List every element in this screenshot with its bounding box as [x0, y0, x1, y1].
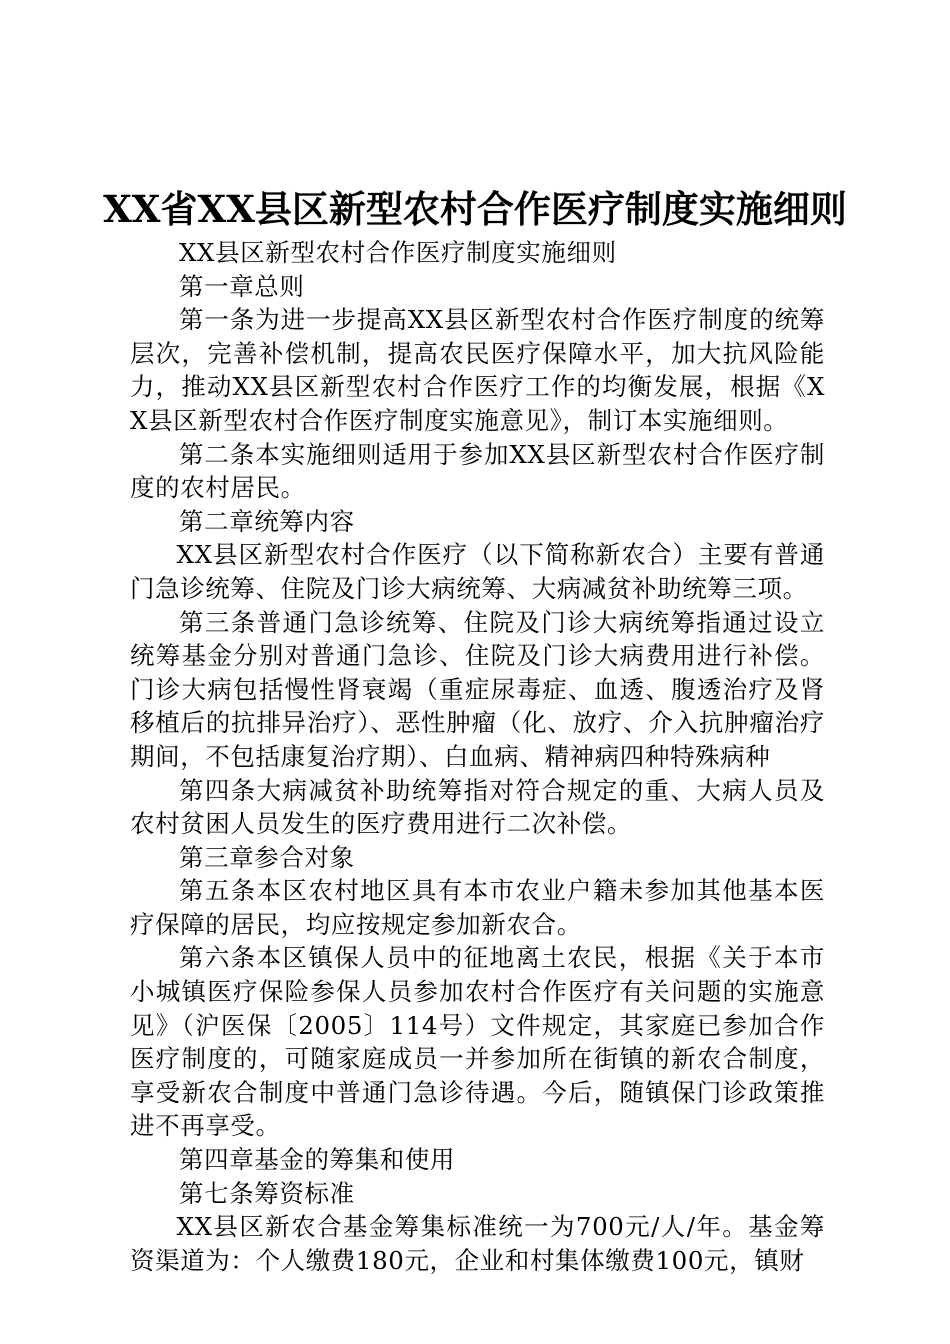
article-1: 第一条为进一步提高XX县区新型农村合作医疗制度的统筹层次，完善补偿机制，提高农民医疗保障水平，加大抗风险能力，推动XX县区新型农村合作医疗工作的均衡发展，根据《XX县区新型农村合作医疗制度实施意见》，制订本实施细则。 [130, 305, 825, 435]
chapter-heading-4: 第四章基金的筹集和使用 [179, 1145, 456, 1175]
paragraph-funding: XX县区新农合基金筹集标准统一为700元/人/年。基金筹资渠道为：个人缴费180元，企业和村集体缴费100元，镇财 [130, 1212, 825, 1275]
paragraph-subtitle: XX县区新型农村合作医疗制度实施细则 [179, 238, 617, 267]
article-7: 第七条筹资标准 [179, 1178, 355, 1208]
article-3: 第三条普通门急诊统筹、住院及门诊大病统筹指通过设立统筹基金分别对普通门急诊、住院及门诊大病费用进行补偿。门诊大病包括慢性肾衰竭（重症尿毒症、血透、腹透治疗及肾移植后的抗排异治疗）、恶性肿瘤（化、放疗、介入抗肿瘤治疗期间，不包括康复治疗期）、白血病、精神病四种特殊病种 [130, 607, 825, 771]
article-6: 第六条本区镇保人员中的征地离土农民，根据《关于本市小城镇医疗保险参保人员参加农村合作医疗有关问题的实施意见》（沪医保〔2005〕114号）文件规定，其家庭已参加合作医疗制度的，可随家庭成员一并参加所在街镇的新农合制度，享受新农合制度中普通门急诊待遇。今后，随镇保门诊政策推进不再享受。 [130, 943, 825, 1141]
paragraph-scope: XX县区新型农村合作医疗（以下简称新农合）主要有普通门急诊统筹、住院及门诊大病统筹、大病减贫补助统筹三项。 [130, 540, 825, 603]
article-2: 第二条本实施细则适用于参加XX县区新型农村合作医疗制度的农村居民。 [130, 439, 825, 503]
chapter-heading-2: 第二章统筹内容 [179, 506, 355, 536]
chapter-heading-3: 第三章参合对象 [179, 842, 355, 872]
chapter-heading-1: 第一章总则 [179, 271, 305, 301]
article-5: 第五条本区农村地区具有本市农业户籍未参加其他基本医疗保障的居民，均应按规定参加新农合。 [130, 876, 825, 939]
article-4: 第四条大病减贫补助统筹指对符合规定的重、大病人员及农村贫困人员发生的医疗费用进行二次补偿。 [130, 775, 825, 839]
document-title: XX省XX县区新型农村合作医疗制度实施细则 [103, 187, 847, 231]
document-body [130, 236, 825, 1277]
